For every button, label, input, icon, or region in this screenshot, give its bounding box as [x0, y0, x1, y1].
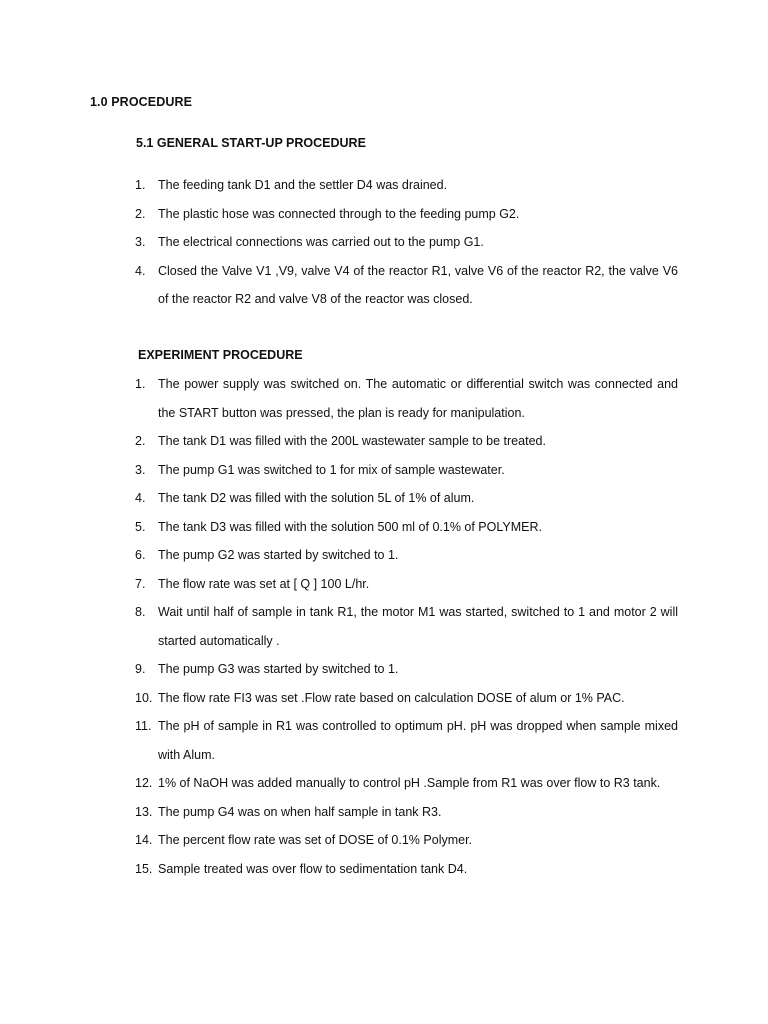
- page-heading: 1.0 PROCEDURE: [90, 95, 193, 109]
- item-number: 9.: [135, 662, 146, 676]
- item-number: 3.: [135, 462, 146, 477]
- item-text: Closed the Valve V1 ,V9, valve V4 of the reactor R1, valve V6 of the reactor R2, the valve V6 of the reactor R2 and valve V8 of the reactor was closed.: [158, 263, 678, 306]
- item-number: 4.: [135, 491, 146, 505]
- experiment-procedure-title: EXPERIMENT PROCEDURE: [138, 348, 303, 362]
- list-item: [0, 200, 678, 229]
- item-number: 3.: [135, 235, 146, 249]
- general-startup-title: 5.1 GENERAL START-UP PROCEDURE: [136, 136, 366, 150]
- item-text: The tank D1 was filled with the 200L wastewater sample to be treated.: [158, 434, 546, 448]
- list-item: [0, 484, 678, 513]
- item-number: 11.: [135, 719, 152, 733]
- item-text: The plastic hose was connected through to the feeding pump G2.: [158, 206, 520, 221]
- list-item: [0, 684, 678, 713]
- list-item: [0, 655, 678, 684]
- item-number: 2.: [135, 206, 146, 221]
- list-item: [0, 228, 678, 257]
- item-text: The percent flow rate was set of DOSE of 0.1% Polymer.: [158, 833, 473, 847]
- item-text: The pump G3 was started by switched to 1.: [158, 662, 399, 676]
- item-text: The electrical connections was carried out to the pump G1.: [158, 235, 484, 249]
- item-number: 8.: [135, 605, 146, 619]
- list-item: [0, 541, 678, 570]
- item-text: The flow rate was set at [ Q ] 100 L/hr.: [158, 576, 370, 591]
- item-text: The feeding tank D1 and the settler D4 was drained.: [158, 178, 448, 192]
- item-number: 5.: [135, 519, 146, 534]
- item-number: 6.: [135, 548, 146, 562]
- item-text: The pump G2 was started by switched to 1.: [158, 548, 399, 562]
- item-number: 10.: [135, 690, 153, 705]
- list-item: [0, 257, 678, 314]
- list-item: [0, 171, 678, 200]
- list-item: [0, 456, 678, 485]
- item-number: 7.: [135, 576, 146, 591]
- item-number: 4.: [135, 263, 146, 278]
- list-item: [0, 855, 678, 884]
- list-item: [0, 570, 678, 599]
- item-number: 12.: [135, 776, 153, 790]
- item-number: 2.: [135, 434, 146, 448]
- item-text: The tank D3 was filled with the solution 500 ml of 0.1% of POLYMER.: [158, 519, 542, 534]
- experiment-procedure-list: [0, 370, 678, 883]
- item-text: The power supply was switched on. The automatic or differential switch was connected and the START button was pressed, the plan is ready for manipulation.: [158, 377, 678, 420]
- list-item: [0, 769, 678, 798]
- item-number: 13.: [135, 804, 153, 819]
- list-item: [0, 798, 678, 827]
- list-item: [0, 427, 678, 456]
- list-item: [0, 712, 678, 769]
- general-startup-list: [0, 171, 678, 314]
- item-number: 15.: [135, 861, 153, 876]
- list-item: [0, 826, 678, 855]
- item-text: The pump G4 was on when half sample in tank R3.: [158, 804, 442, 819]
- item-text: The tank D2 was filled with the solution 5L of 1% of alum.: [158, 491, 475, 505]
- item-text: The flow rate FI3 was set .Flow rate based on calculation DOSE of alum or 1% PAC.: [158, 690, 625, 705]
- list-item: [0, 598, 678, 655]
- item-text: Wait until half of sample in tank R1, the motor M1 was started, switched to 1 and motor 2 will started automatically .: [158, 605, 678, 648]
- list-item: [0, 513, 678, 542]
- list-item: [0, 370, 678, 427]
- item-number: 14.: [135, 833, 153, 847]
- item-text: Sample treated was over flow to sedimentation tank D4.: [158, 861, 468, 876]
- item-text: The pump G1 was switched to 1 for mix of sample wastewater.: [158, 462, 505, 477]
- item-text: The pH of sample in R1 was controlled to optimum pH. pH was dropped when sample mixed with Alum.: [158, 719, 678, 762]
- item-number: 1.: [135, 377, 146, 391]
- item-number: 1.: [135, 178, 146, 192]
- item-text: 1% of NaOH was added manually to control pH .Sample from R1 was over flow to R3 tank.: [158, 776, 661, 790]
